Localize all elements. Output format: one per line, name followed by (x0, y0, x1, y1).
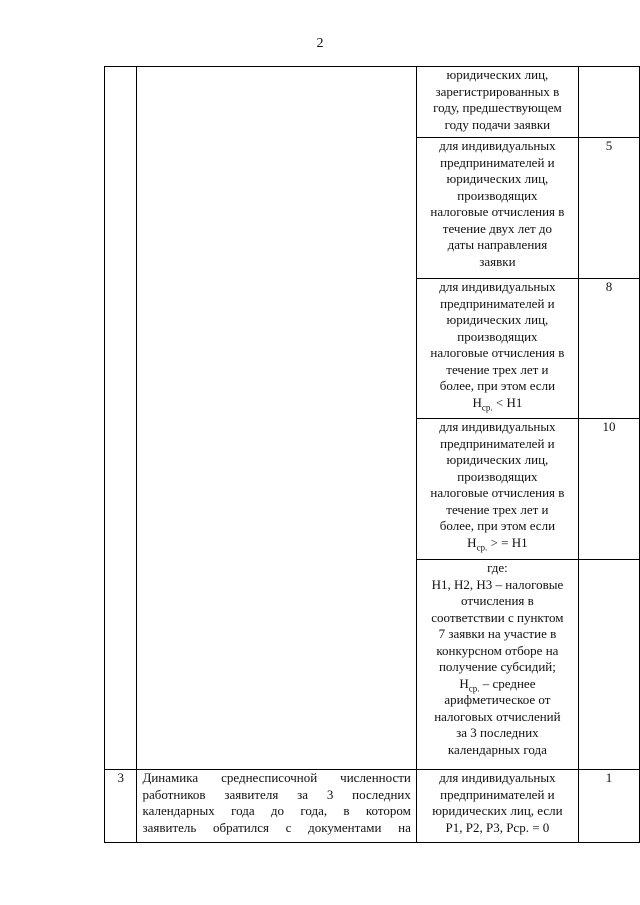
table-row (105, 770, 640, 843)
condition-cell: для индивидуальных предпринимателей и юридических лиц, производящих налоговые отчисления в течение трех лет и более, при этом если $Н_{ср.} < Н1$ (416, 279, 578, 419)
criterion-cell (137, 67, 416, 770)
points-cell: 5 (578, 138, 639, 279)
points-cell (578, 67, 639, 138)
row-number-cell (105, 67, 137, 770)
points-cell: 8 (578, 279, 639, 419)
condition-cell: юридических лиц, зарегистрированных в году, предшествующем году подачи заявки (416, 67, 578, 138)
points-cell: 10 (578, 419, 639, 560)
criterion-cell: Динамика среднесписочной численности работников заявителя за 3 последних календарных года до года, в котором заявитель обратился с документами на (137, 770, 416, 843)
criteria-table (104, 66, 640, 843)
condition-cell: где: Н1, Н2, Н3 – налоговые отчисления в соответствии с пунктом 7 заявки на участие в конкурсном отборе на получение субсидий; $Н_{ср.}$ – среднее арифметическое от налоговых отчислений за 3 последних календарных года (416, 560, 578, 770)
table-row (105, 67, 640, 138)
points-cell: 1 (578, 770, 639, 843)
condition-cell: для индивидуальных предпринимателей и юридических лиц, производящих налоговые отчисления в течение двух лет до даты направления заявки (416, 138, 578, 279)
condition-cell: для индивидуальных предпринимателей и юридических лиц, производящих налоговые отчисления в течение трех лет и более, при этом если $Н_{ср.}$ > = Н1 (416, 419, 578, 560)
condition-cell: для индивидуальных предпринимателей и юридических лиц, если Р1, Р2, Р3, Рср. = 0 (416, 770, 578, 843)
page-number: 2 (316, 36, 324, 51)
points-cell (578, 560, 639, 770)
formula: $Н_{ср.}$ > = Н1 (467, 534, 528, 553)
formula: $Н_{ср.} < Н1$ (472, 394, 523, 413)
row-number-cell: 3 (105, 770, 137, 843)
formula: $Н_{ср.}$ – среднее (459, 675, 536, 694)
